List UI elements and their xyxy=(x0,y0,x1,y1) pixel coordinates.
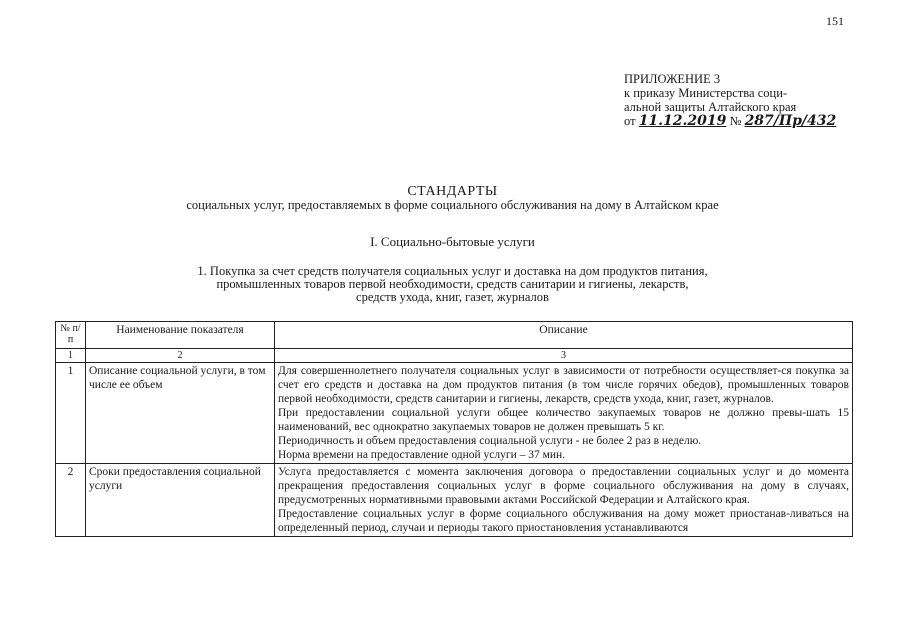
header-name: Наименование показателя xyxy=(86,322,275,349)
handwritten-number: 287/Пр/432 xyxy=(744,113,837,129)
appendix-line-2: альной защиты Алтайского края xyxy=(624,100,797,114)
document-subtitle: социальных услуг, предоставляемых в форме социального обслуживания на дому в Алтайском крае xyxy=(186,198,719,212)
column-number: 2 xyxy=(86,349,275,363)
section-heading: I. Социально-бытовые услуги xyxy=(370,234,535,249)
table-header-row xyxy=(56,322,853,349)
date-prefix: от xyxy=(624,114,636,128)
indicator-description xyxy=(275,363,853,464)
description-paragraph: Предоставление социальных услуг в форме социального обслуживания на дому может приостанав-ливаться на определенный период, случаи и периоды такого приостановления устанавливаются xyxy=(278,508,849,534)
description-paragraph: Для совершеннолетнего получателя социальных услуг в зависимости от потребности осуществляет-ся покупка за счет его средств и доставка на дом продуктов питания (в том числе горячих обедов), промышленных товаров первой необходимости, средств санитарии и гигиены, лекарств, средств ухода, книг, газет, журналов. xyxy=(278,365,849,405)
service-heading-line-3: средств ухода, книг, газет, журналов xyxy=(356,290,549,304)
description-paragraph: Норма времени на предоставление одной услуги – 37 мин. xyxy=(278,449,566,461)
description-paragraph: Услуга предоставляется с момента заключения договора о предоставлении социальных услуг и до момента прекращения предоставления социальных услуг в форме социального обслуживания на дому в случаях, предусмотренных нормативными правовыми актами Российской Федерации и Алтайского края. xyxy=(278,466,849,506)
column-number: 3 xyxy=(275,349,853,363)
column-number-row xyxy=(56,349,853,363)
service-heading-line-1: 1. Покупка за счет средств получателя социальных услуг и доставка на дом продуктов питания, xyxy=(197,264,708,278)
table-row xyxy=(56,363,853,464)
row-number: 1 xyxy=(56,363,86,464)
row-number: 2 xyxy=(56,464,86,537)
document-title: СТАНДАРТЫ xyxy=(407,184,498,199)
appendix-line-1: к приказу Министерства соци- xyxy=(624,86,788,100)
standards-table xyxy=(55,321,853,537)
indicator-name: Сроки предоставления социальной услуги xyxy=(86,464,275,537)
appendix-block xyxy=(624,72,836,128)
number-prefix: № xyxy=(729,114,742,128)
description-paragraph: При предоставлении социальной услуги общее количество закупаемых товаров не должно превы-шать 15 наименований, вес однократно закупаемых товаров не должен превышать 5 кг. xyxy=(278,407,849,433)
header-description: Описание xyxy=(275,322,853,349)
handwritten-date: 11.12.2019 xyxy=(638,113,727,129)
indicator-name: Описание социальной услуги, в том числе ее объем xyxy=(86,363,275,464)
indicator-description xyxy=(275,464,853,537)
appendix-title: ПРИЛОЖЕНИЕ 3 xyxy=(624,72,721,86)
page-number: 151 xyxy=(826,14,844,28)
column-number: 1 xyxy=(56,349,86,363)
service-heading xyxy=(0,265,905,304)
description-paragraph: Периодичность и объем предоставления социальной услуги - не более 2 раз в неделю. xyxy=(278,435,702,447)
header-num: № п/п xyxy=(56,322,86,349)
table-row xyxy=(56,464,853,537)
service-heading-line-2: промышленных товаров первой необходимости, средств санитарии и гигиены, лекарств, xyxy=(216,277,689,291)
appendix-date-line xyxy=(624,114,836,128)
